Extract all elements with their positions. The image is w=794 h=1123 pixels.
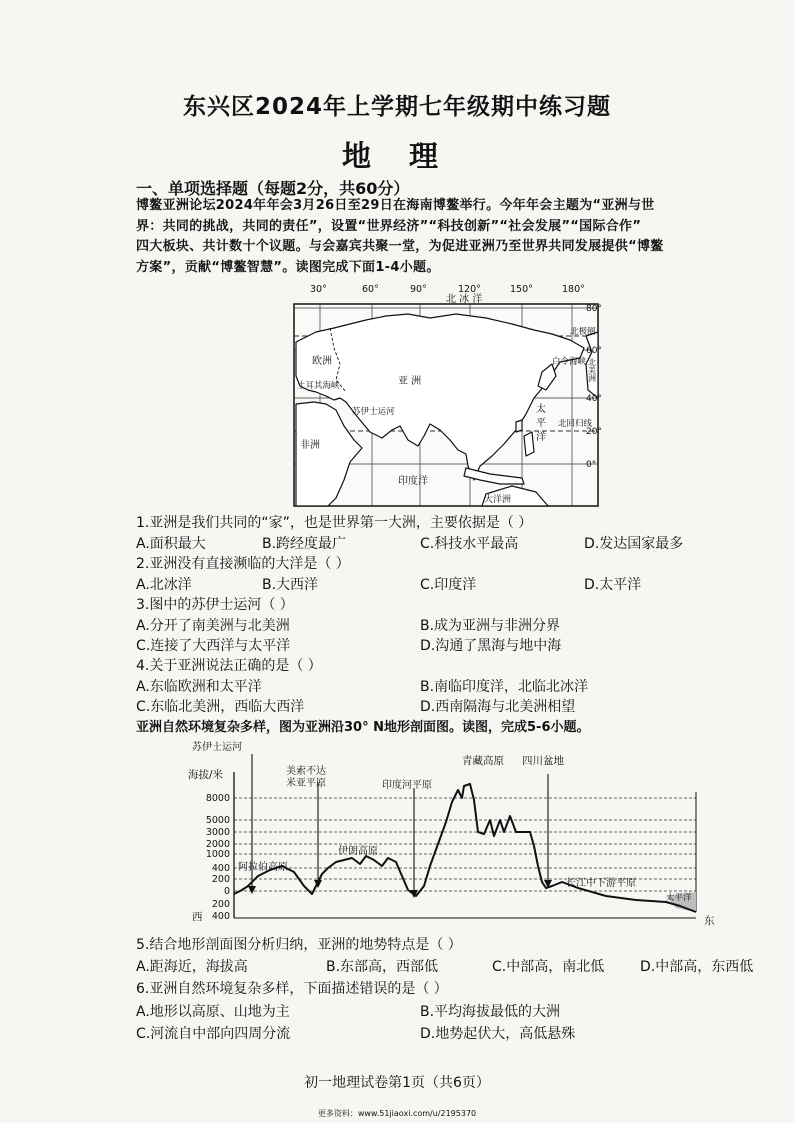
latitude-label: 60° [586,346,602,356]
profile-label-suez: 苏伊士运河 [192,742,242,753]
y-tick: 3000 [205,827,230,838]
longitude-label: 90° [410,284,427,295]
option: D.发达国家最多 [584,536,684,552]
label-oceania: 大洋洲 [484,495,512,505]
option: B.成为亚洲与非洲分界 [420,618,561,634]
terrain-profile [186,736,722,926]
option: B.大西洋 [262,577,319,593]
question-stem: 1.亚洲是我们共同的“家”，也是世界第一大洲，主要依据是（ ） [136,515,533,531]
label-pacific-1: 太 [536,404,546,415]
option: A.地形以高原、山地为主 [136,1004,290,1020]
latitude-label: 20° [586,427,602,437]
label-asia: 亚 洲 [398,376,422,387]
question-stem: 5.结合地形剖面图分析归纳，亚洲的地势特点是（ ） [136,937,462,953]
label-tropic-of-cancer: 北回归线 [558,419,593,429]
label-indian-ocean: 印度洋 [398,476,428,487]
option: B.平均海拔最低的大洲 [420,1004,561,1020]
question-stem: 4.关于亚洲说法正确的是（ ） [136,658,322,674]
y-tick: 200 [211,899,230,910]
asia-map [290,280,612,508]
intro-line: 界：共同的挑战，共同的责任”，设置“世界经济”“科技创新”“社会发展”“国际合作” [136,218,642,234]
y-tick: 1000 [205,849,230,860]
option: B.东部高，西部低 [326,959,439,975]
question-stem: 3.图中的苏伊士运河（ ） [136,597,294,613]
y-tick: 400 [211,911,230,922]
option: D.沟通了黑海与地中海 [420,638,562,654]
option: C.河流自中部向四周分流 [136,1026,291,1042]
profile-label-mesopotamia-2: 米亚平原 [286,778,326,789]
option: C.中部高，南北低 [492,959,605,975]
label-arctic-circle: 北极圈 [570,327,596,337]
option: C.印度洋 [420,577,477,593]
profile-label-mesopotamia-1: 美索不达 [286,766,326,777]
option: A.北冰洋 [136,577,192,593]
option: A.分开了南美洲与北美洲 [136,618,290,634]
exam-title: 东兴区2024年上学期七年级期中练习题 [182,94,611,120]
label-bering-strait: 白令海峡 [552,357,587,367]
profile-label-arabia: 阿拉伯高原 [238,862,288,873]
option: A.东临欧洲和太平洋 [136,679,262,695]
label-turkish-strait: 土耳其海峡 [297,381,340,391]
y-tick: 200 [211,874,230,885]
option: D.西南隔海与北美洲相望 [420,699,576,715]
profile-label-iran: 伊朗高原 [338,846,378,857]
label-pacific-3: 洋 [536,432,546,443]
profile-label-yangtze: 长江中下游平原 [566,878,636,889]
profile-y-title: 海拔/米 [188,769,224,781]
question-stem: 2.亚洲没有直接濒临的大洋是（ ） [136,556,350,572]
profile-label-tibet: 青藏高原 [462,755,504,767]
section-heading: 一、单项选择题（每题2分，共60分） [136,179,410,198]
y-tick: 8000 [205,793,230,804]
label-arctic-ocean: 北 冰 洋 [446,294,483,305]
intro-paragraph [136,196,776,278]
profile-y-ticks [206,793,230,922]
intro-5-6: 亚洲自然环境复杂多样，图为亚洲沿30° N地形剖面图。读图，完成5-6小题。 [136,720,590,735]
option: B.跨经度最广 [262,536,347,552]
profile-label-pacific: 太平洋 [666,893,692,903]
option: B.南临印度洋，北临北冰洋 [420,679,589,695]
subject-title: 地 理 [341,139,453,173]
profile-east: 东 [704,915,715,926]
option: C.科技水平最高 [420,536,519,552]
question-stem: 6.亚洲自然环境复杂多样，下面描述错误的是（ ） [136,981,448,997]
intro-line: 四大板块、共计数十个议题。与会嘉宾共聚一堂，为促进亚洲乃至世界共同发展提供“博鳌 [136,239,664,254]
source-credit: 更多资料：www.51jiaoxi.com/u/2195370 [317,1109,477,1118]
profile-label-indus: 印度河平原 [382,780,432,791]
label-suez-canal: 苏伊士运河 [352,407,395,417]
label-europe: 欧洲 [312,356,332,367]
latitude-label: 40° [586,394,602,404]
y-tick: 400 [211,863,230,874]
longitude-label: 120° [458,284,481,295]
latitude-label: 80° [586,304,602,314]
longitude-label: 180° [562,284,585,295]
intro-line: 方案”，贡献“博鳌智慧”。读图完成下面1-4小题。 [136,259,440,275]
y-tick: 0 [223,886,230,897]
profile-label-sichuan: 四川盆地 [522,755,564,767]
intro-line: 博鳌亚洲论坛2024年年会3月26日至29日在海南博鳌举行。今年年会主题为“亚洲与世 [136,198,655,213]
label-africa: 非洲 [300,440,320,451]
option: A.距海近，海拔高 [136,959,248,975]
y-tick: 2000 [205,839,230,850]
option: C.东临北美洲，西临大西洋 [136,699,305,715]
option: D.太平洋 [584,577,642,593]
page-footer: 初一地理试卷第1页（共6页） [304,1075,490,1091]
option: C.连接了大西洋与太平洋 [136,638,291,654]
option: A.面积最大 [136,536,206,552]
y-tick: 5000 [205,815,230,826]
profile-west: 西 [192,911,203,923]
latitude-label: 0° [586,460,597,470]
longitude-label: 30° [310,284,327,295]
longitude-label: 150° [510,284,533,295]
option: D.中部高，东西低 [640,959,754,975]
label-pacific-2: 平 [536,418,546,429]
longitude-label: 60° [362,284,379,295]
label-north-america: 北美洲 [587,358,597,382]
option: D.地势起伏大，高低悬殊 [420,1026,576,1042]
